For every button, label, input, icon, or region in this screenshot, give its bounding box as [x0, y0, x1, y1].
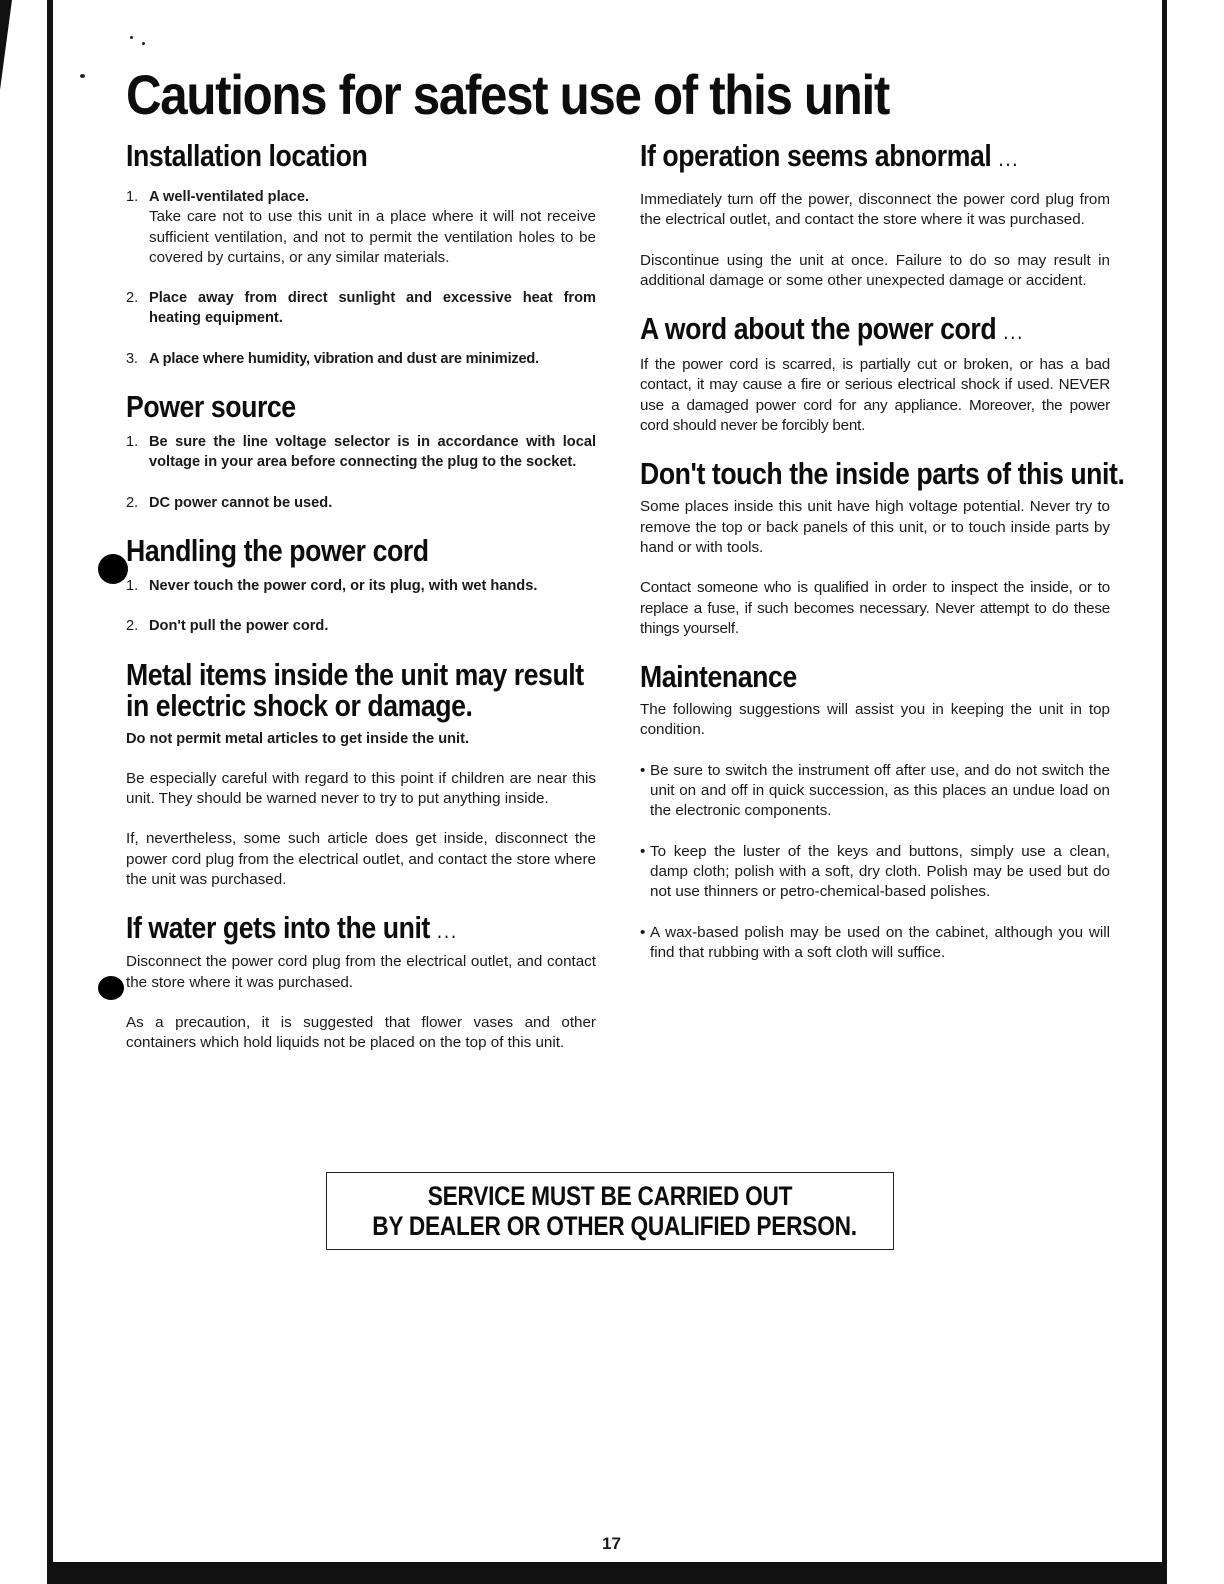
paragraph: If, nevertheless, some such article does get inside, disconnect the power cord plug from the electrical outlet, and contact the store where the unit was purchased.: [126, 830, 596, 889]
power-cord-heading: A word about the power cord ...: [640, 311, 1025, 347]
scan-bottom-border: [47, 1562, 1167, 1584]
scan-corner-mark: [0, 0, 12, 90]
metal-items-warning: Do not permit metal articles to get inside the unit.: [126, 730, 469, 747]
list-item: 1. Be sure the line voltage selector is in accordance with local voltage in your area before connecting the plug to the socket.: [126, 434, 596, 471]
metal-items-section: [126, 656, 596, 891]
paragraph: If the power cord is scarred, is partially cut or broken, or has a bad contact, it may cause a fire or serious electrical shock if used. NEVER use a damaged power cord for any appliance. Moreover, the power cord should never be forcibly bent.: [640, 356, 1110, 435]
list-item: • Be sure to switch the instrument off after use, and do not switch the unit on and off in quick succession, as this places an undue load on the electronic components.: [640, 761, 1110, 820]
page-title: Cautions for safest use of this unit: [126, 63, 889, 126]
bullet-icon: •: [640, 923, 646, 941]
inside-parts-section: [640, 456, 1125, 639]
punch-hole-mark: [98, 554, 128, 584]
service-notice-line1: SERVICE MUST BE CARRIED OUT: [427, 1181, 793, 1211]
paragraph: As a precaution, it is suggested that flower vases and other containers which hold liquids not be placed on the top of this unit.: [126, 1013, 596, 1052]
paragraph: The following suggestions will assist you in keeping the unit in top condition.: [640, 701, 1110, 739]
scan-margin: [0, 0, 52, 1584]
abnormal-heading: If operation seems abnormal ...: [640, 138, 1020, 173]
list-item: • A wax-based polish may be used on the cabinet, although you will find that rubbing with a soft cloth will suffice.: [640, 923, 1110, 961]
paragraph: Be especially careful with regard to this point if children are near this unit. They should be warned never to try to put anything inside.: [126, 769, 596, 808]
scan-right-border: [1162, 0, 1167, 1584]
punch-hole-mark: [98, 976, 124, 1000]
water-section: [126, 912, 596, 1053]
service-notice-box: [326, 1172, 894, 1250]
installation-section: [126, 140, 596, 369]
power-source-section: [126, 391, 596, 513]
right-column: [640, 138, 1125, 963]
paragraph: Some places inside this unit have high voltage potential. Never try to remove the top or back panels of this unit, or to touch inside parts by hand or with tools.: [640, 498, 1110, 556]
installation-heading: Installation location: [126, 138, 368, 173]
list-item: 2. DC power cannot be used.: [126, 494, 333, 511]
bullet-icon: •: [640, 761, 646, 779]
scan-speck: [142, 42, 145, 45]
paragraph: Discontinue using the unit at once. Failure to do so may result in additional damage or some other unexpected damage or accident.: [640, 251, 1110, 289]
metal-items-heading-line1: Metal items inside the unit may result: [126, 656, 584, 692]
maintenance-heading: Maintenance: [640, 659, 797, 695]
bullet-icon: •: [640, 842, 646, 860]
power-source-heading: Power source: [126, 389, 296, 425]
list-item: 2. Place away from direct sunlight and excessive heat from heating equipment.: [126, 290, 596, 327]
metal-items-heading-line2: in electric shock or damage.: [126, 687, 473, 723]
abnormal-section: [640, 140, 1110, 291]
handling-heading: Handling the power cord: [126, 532, 429, 568]
power-cord-section: [640, 313, 1110, 436]
paragraph: Immediately turn off the power, disconnect the power cord plug from the electrical outlet, and contact the store where it was purchased.: [640, 191, 1110, 229]
list-item: • To keep the luster of the keys and buttons, simply use a clean, damp cloth; polish with a soft, dry cloth. Polish may be used but do not use thinners or petro-chemical-based polishes.: [640, 842, 1110, 901]
list-item: 3. A place where humidity, vibration and dust are minimized.: [126, 350, 540, 367]
scan-left-border: [47, 0, 53, 1584]
paragraph: Contact someone who is qualified in order to inspect the inside, or to replace a fuse, if such becomes necessary. Never attempt to do these things yourself.: [640, 579, 1110, 637]
page-number: 17: [602, 1534, 621, 1553]
water-heading: If water gets into the unit ...: [126, 910, 458, 946]
inside-parts-heading: Don't touch the inside parts of this unit.: [640, 456, 1125, 492]
list-item: 2. Don't pull the power cord.: [126, 618, 329, 635]
handling-section: [126, 532, 596, 637]
scan-speck: [80, 74, 85, 78]
left-column: [126, 140, 596, 1054]
paragraph: Disconnect the power cord plug from the electrical outlet, and contact the store where it was purchased.: [126, 953, 596, 991]
service-notice-line2: BY DEALER OR OTHER QUALIFIED PERSON.: [372, 1211, 857, 1241]
scan-speck: [130, 36, 133, 39]
maintenance-section: [640, 661, 1110, 963]
list-item: 1. A well-ventilated place. Take care not to use this unit in a place where it will not receive sufficient ventilation, and not to permit the ventilation holes to be covered by curtains, or any similar materials.: [126, 189, 596, 266]
list-item: 1. Never touch the power cord, or its plug, with wet hands.: [126, 577, 538, 594]
